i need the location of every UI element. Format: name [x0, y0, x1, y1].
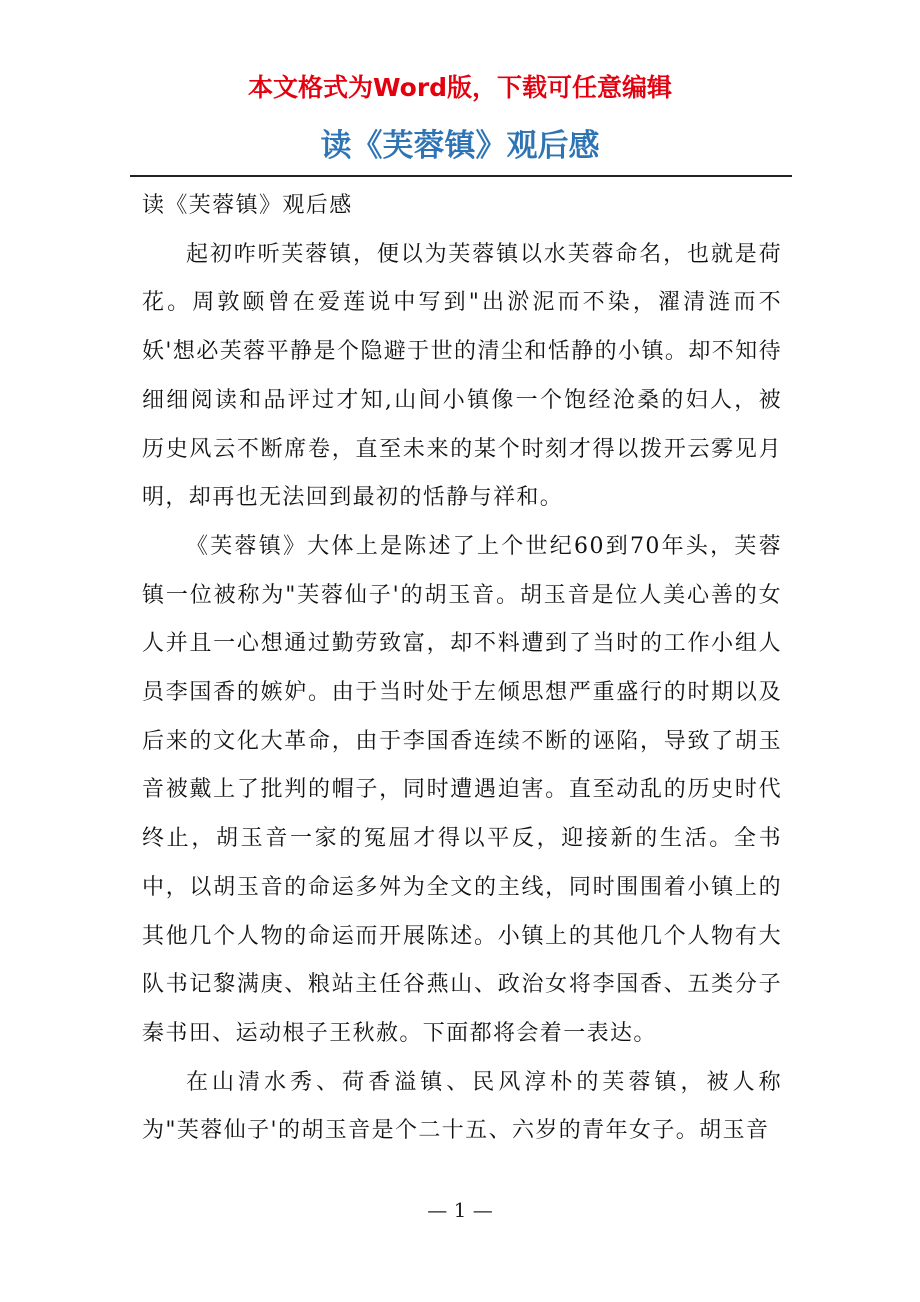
body-paragraph-3: 在山清水秀、荷香溢镇、民风淳朴的芙蓉镇，被人称为"芙蓉仙子'的胡玉音是个二十五、六岁的青年女子。胡玉音: [142, 1069, 782, 1144]
page-number: — 1 —: [427, 1198, 493, 1222]
body-subtitle: 读《芙蓉镇》观后感: [142, 193, 353, 218]
document-title: 读《芙蓉镇》观后感: [320, 128, 600, 164]
title-divider: [130, 175, 792, 177]
document-body: [142, 182, 782, 1156]
body-paragraph-1: 起初咋听芙蓉镇，便以为芙蓉镇以水芙蓉命名，也就是荷花。周敦颐曾在爱莲说中写到"出淤泥而不染，濯清涟而不妖'想必芙蓉平静是个隐避于世的清尘和恬静的小镇。却不知待细细阅读和品评过才知,山间小镇像一个饱经沧桑的妇人，被历史风云不断席卷，直至未来的某个时刻才得以拨开云雾见月明，却再也无法回到最初的恬静与祥和。: [142, 241, 782, 511]
body-paragraph-2: 《芙蓉镇》大体上是陈述了上个世纪60到70年头，芙蓉镇一位被称为"芙蓉仙子'的胡玉音。胡玉音是位人美心善的女人并且一心想通过勤劳致富，却不料遭到了当时的工作小组人员李国香的嫉妒。由于当时处于左倾思想严重盛行的时期以及后来的文化大革命，由于李国香连续不断的诬陷，导致了胡玉音被戴上了批判的帽子，同时遭遇迫害。直至动乱的历史时代终止，胡玉音一家的冤屈才得以平反，迎接新的生活。全书中，以胡玉音的命运多舛为全文的主线，同时围围着小镇上的其他几个人物的命运而开展陈述。小镇上的其他几个人物有大队书记黎满庚、粮站主任谷燕山、政治女将李国香、五类分子秦书田、运动根子王秋赦。下面都将会着一表达。: [142, 533, 782, 1046]
format-notice-banner: 本文格式为Word版，下载可任意编辑: [247, 73, 673, 102]
